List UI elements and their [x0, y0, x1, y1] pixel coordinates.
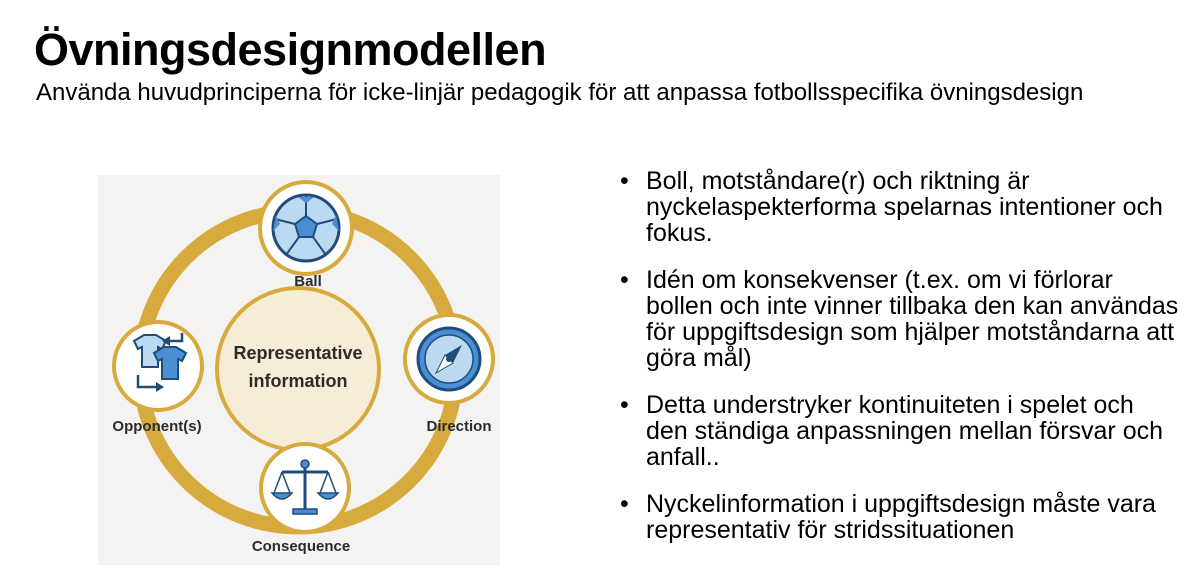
bullet-item: • Boll, motståndare(r) och riktning är nyckelaspekterforma spelarnas intentioner och fokus.: [620, 168, 1180, 246]
bullet-item: • Detta understryker kontinuiteten i spelet och den ständiga anpassningen mellan försvar och anfall..: [620, 392, 1180, 470]
representative-information-diagram: [98, 175, 500, 565]
center-circle: [217, 288, 379, 450]
direction-node: [405, 315, 493, 403]
opponents-label: Opponent(s): [112, 418, 202, 435]
bullet-item: • Idén om konsekvenser (t.ex. om vi förlorar bollen och inte vinner tillbaka den kan användas för uppgiftsdesign som hjälper motståndarna att göra mål): [620, 267, 1180, 371]
slide-title: Övningsdesignmodellen: [34, 24, 547, 75]
bullet-item: • Nyckelinformation i uppgiftsdesign måste vara representativ för stridssituationen: [620, 491, 1180, 543]
center-label-line-2: information: [248, 371, 348, 391]
opponents-node: [114, 322, 202, 410]
soccer-ball-icon: [273, 195, 339, 261]
direction-label: Direction: [426, 418, 492, 435]
ball-label: Ball: [294, 273, 322, 290]
consequence-node: [261, 444, 349, 532]
bullet-list: [620, 168, 1180, 564]
center-label-line-1: Representative: [233, 343, 363, 363]
consequence-label: Consequence: [251, 538, 351, 555]
compass-icon: [418, 328, 480, 390]
diagram-graphic: [98, 175, 500, 565]
slide-subtitle: Använda huvudprinciperna för icke-linjär pedagogik för att anpassa fotbollsspecifika övningsdesign: [36, 79, 1084, 106]
ball-node: [260, 182, 352, 274]
